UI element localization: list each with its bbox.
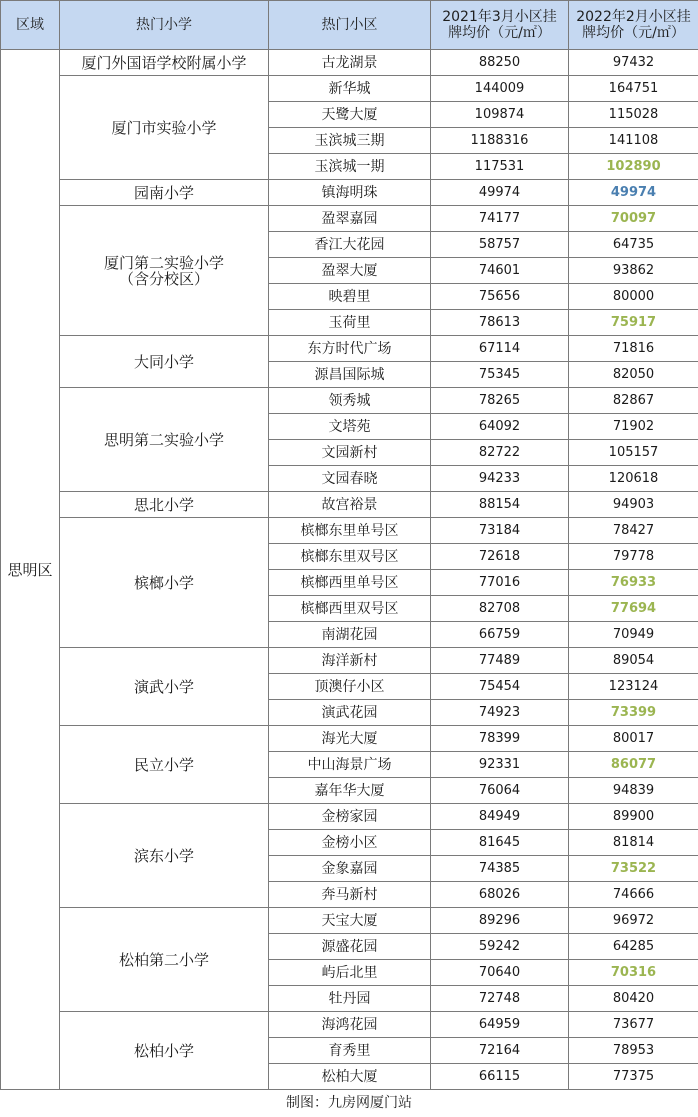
- footer-credit: 制图：九房网厦门站: [0, 1089, 698, 1117]
- community-cell: 新华城: [269, 76, 431, 102]
- district-cell: 思明区: [1, 50, 60, 1090]
- community-cell: 槟榔西里单号区: [269, 570, 431, 596]
- price-2021-cell: 89296: [431, 908, 569, 934]
- price-2022-cell: 73399: [569, 700, 698, 726]
- price-2021-cell: 75656: [431, 284, 569, 310]
- table-row: [1, 518, 698, 544]
- header-district: 区域: [1, 1, 60, 50]
- price-2022-cell: 96972: [569, 908, 698, 934]
- community-cell: 南湖花园: [269, 622, 431, 648]
- community-cell: 海洋新村: [269, 648, 431, 674]
- table-row: [1, 180, 698, 206]
- header-community: 热门小区: [269, 1, 431, 50]
- table-row: [1, 908, 698, 934]
- price-2022-cell: 71902: [569, 414, 698, 440]
- price-2022-cell: 73677: [569, 1012, 698, 1038]
- community-cell: 香江大花园: [269, 232, 431, 258]
- community-cell: 玉荷里: [269, 310, 431, 336]
- table-row: [1, 336, 698, 362]
- price-2021-cell: 74601: [431, 258, 569, 284]
- header-price-2022-line2: 牌均价（元/㎡）: [569, 25, 698, 41]
- community-cell: 镇海明珠: [269, 180, 431, 206]
- price-2022-cell: 64285: [569, 934, 698, 960]
- price-2022-cell: 49974: [569, 180, 698, 206]
- community-cell: 故宫裕景: [269, 492, 431, 518]
- price-2021-cell: 144009: [431, 76, 569, 102]
- price-2022-cell: 80420: [569, 986, 698, 1012]
- community-cell: 文园新村: [269, 440, 431, 466]
- price-2022-cell: 71816: [569, 336, 698, 362]
- price-2022-cell: 94903: [569, 492, 698, 518]
- community-cell: 天宝大厦: [269, 908, 431, 934]
- price-2021-cell: 75345: [431, 362, 569, 388]
- community-cell: 源昌国际城: [269, 362, 431, 388]
- price-2022-cell: 89054: [569, 648, 698, 674]
- school-name: 滨东小学: [60, 848, 268, 864]
- table-row: [1, 50, 698, 76]
- price-2021-cell: 59242: [431, 934, 569, 960]
- price-2021-cell: 75454: [431, 674, 569, 700]
- school-cell: [60, 50, 269, 76]
- price-2022-cell: 74666: [569, 882, 698, 908]
- price-2021-cell: 77489: [431, 648, 569, 674]
- price-2021-cell: 76064: [431, 778, 569, 804]
- school-name: 厦门市实验小学: [60, 120, 268, 136]
- price-2021-cell: 74177: [431, 206, 569, 232]
- community-cell: 古龙湖景: [269, 50, 431, 76]
- school-name: 民立小学: [60, 757, 268, 773]
- price-2021-cell: 92331: [431, 752, 569, 778]
- community-cell: 槟榔东里单号区: [269, 518, 431, 544]
- price-2021-cell: 94233: [431, 466, 569, 492]
- header-price-2021-line2: 牌均价（元/㎡）: [431, 25, 568, 41]
- price-2022-cell: 70949: [569, 622, 698, 648]
- community-cell: 海光大厦: [269, 726, 431, 752]
- price-2021-cell: 68026: [431, 882, 569, 908]
- school-name: 思明第二实验小学: [60, 432, 268, 448]
- price-2022-cell: 164751: [569, 76, 698, 102]
- price-2021-cell: 72164: [431, 1038, 569, 1064]
- price-2022-cell: 89900: [569, 804, 698, 830]
- community-cell: 金榜小区: [269, 830, 431, 856]
- price-2022-cell: 93862: [569, 258, 698, 284]
- community-cell: 槟榔东里双号区: [269, 544, 431, 570]
- community-cell: 盈翠大厦: [269, 258, 431, 284]
- table-row: [1, 648, 698, 674]
- price-2022-cell: 123124: [569, 674, 698, 700]
- community-cell: 金象嘉园: [269, 856, 431, 882]
- price-2021-cell: 74385: [431, 856, 569, 882]
- community-cell: 文园春晓: [269, 466, 431, 492]
- community-cell: 东方时代广场: [269, 336, 431, 362]
- school-name: 槟榔小学: [60, 575, 268, 591]
- price-2021-cell: 58757: [431, 232, 569, 258]
- price-2021-cell: 64092: [431, 414, 569, 440]
- price-2021-cell: 1188316: [431, 128, 569, 154]
- school-name: 厦门外国语学校附属小学: [60, 55, 268, 71]
- header-price-2021: [431, 1, 569, 50]
- price-2022-cell: 141108: [569, 128, 698, 154]
- school-cell: [60, 336, 269, 388]
- price-2021-cell: 49974: [431, 180, 569, 206]
- table-row: [1, 492, 698, 518]
- price-2022-cell: 79778: [569, 544, 698, 570]
- table-body: [1, 50, 698, 1090]
- price-2021-cell: 77016: [431, 570, 569, 596]
- school-cell: [60, 648, 269, 726]
- school-cell: [60, 726, 269, 804]
- price-2021-cell: 84949: [431, 804, 569, 830]
- price-2022-cell: 75917: [569, 310, 698, 336]
- school-name: 思北小学: [60, 497, 268, 513]
- table-header: [1, 1, 698, 50]
- price-2021-cell: 73184: [431, 518, 569, 544]
- school-cell: [60, 518, 269, 648]
- table-row: [1, 726, 698, 752]
- community-cell: 顶澳仔小区: [269, 674, 431, 700]
- price-2021-cell: 109874: [431, 102, 569, 128]
- price-2021-cell: 88154: [431, 492, 569, 518]
- school-name: 园南小学: [60, 185, 268, 201]
- community-cell: 松柏大厦: [269, 1064, 431, 1090]
- school-name: 松柏小学: [60, 1043, 268, 1059]
- school-name: （含分校区）: [60, 271, 268, 287]
- price-2021-cell: 66115: [431, 1064, 569, 1090]
- school-name: 演武小学: [60, 679, 268, 695]
- price-2022-cell: 86077: [569, 752, 698, 778]
- price-2021-cell: 72748: [431, 986, 569, 1012]
- school-cell: [60, 180, 269, 206]
- header-price-2021-line1: 2021年3月小区挂: [431, 9, 568, 25]
- price-2022-cell: 120618: [569, 466, 698, 492]
- school-name: 松柏第二小学: [60, 952, 268, 968]
- table-row: [1, 206, 698, 232]
- price-2022-cell: 82050: [569, 362, 698, 388]
- header-price-2022: [569, 1, 698, 50]
- header-school: 热门小学: [60, 1, 269, 50]
- table-row: [1, 1012, 698, 1038]
- price-2022-cell: 82867: [569, 388, 698, 414]
- price-2022-cell: 94839: [569, 778, 698, 804]
- price-2021-cell: 82722: [431, 440, 569, 466]
- community-cell: 文塔苑: [269, 414, 431, 440]
- price-2022-cell: 105157: [569, 440, 698, 466]
- price-2021-cell: 88250: [431, 50, 569, 76]
- community-cell: 领秀城: [269, 388, 431, 414]
- community-cell: 育秀里: [269, 1038, 431, 1064]
- school-name: 厦门第二实验小学: [60, 255, 268, 271]
- community-cell: 玉滨城三期: [269, 128, 431, 154]
- price-2022-cell: 64735: [569, 232, 698, 258]
- header-price-2022-line1: 2022年2月小区挂: [569, 9, 698, 25]
- header-row: [1, 1, 698, 50]
- price-2021-cell: 66759: [431, 622, 569, 648]
- price-2022-cell: 81814: [569, 830, 698, 856]
- price-2022-cell: 78427: [569, 518, 698, 544]
- price-2022-cell: 77694: [569, 596, 698, 622]
- school-cell: [60, 492, 269, 518]
- price-2021-cell: 78265: [431, 388, 569, 414]
- community-cell: 牡丹园: [269, 986, 431, 1012]
- price-2021-cell: 74923: [431, 700, 569, 726]
- price-2021-cell: 70640: [431, 960, 569, 986]
- community-cell: 槟榔西里双号区: [269, 596, 431, 622]
- table-row: [1, 388, 698, 414]
- community-cell: 盈翠嘉园: [269, 206, 431, 232]
- price-2021-cell: 117531: [431, 154, 569, 180]
- price-2021-cell: 82708: [431, 596, 569, 622]
- community-cell: 屿后北里: [269, 960, 431, 986]
- table-row: [1, 804, 698, 830]
- price-2022-cell: 80000: [569, 284, 698, 310]
- community-cell: 海鸿花园: [269, 1012, 431, 1038]
- price-2022-cell: 73522: [569, 856, 698, 882]
- community-cell: 天鹭大厦: [269, 102, 431, 128]
- school-cell: [60, 206, 269, 336]
- school-cell: [60, 804, 269, 908]
- school-cell: [60, 388, 269, 492]
- price-2022-cell: 80017: [569, 726, 698, 752]
- price-2021-cell: 64959: [431, 1012, 569, 1038]
- school-cell: [60, 76, 269, 180]
- price-2022-cell: 70097: [569, 206, 698, 232]
- community-cell: 嘉年华大厦: [269, 778, 431, 804]
- price-2022-cell: 97432: [569, 50, 698, 76]
- community-cell: 源盛花园: [269, 934, 431, 960]
- price-2021-cell: 78613: [431, 310, 569, 336]
- community-cell: 映碧里: [269, 284, 431, 310]
- school-name: 大同小学: [60, 354, 268, 370]
- price-2021-cell: 72618: [431, 544, 569, 570]
- community-cell: 金榜家园: [269, 804, 431, 830]
- community-cell: 玉滨城一期: [269, 154, 431, 180]
- price-2022-cell: 102890: [569, 154, 698, 180]
- community-cell: 演武花园: [269, 700, 431, 726]
- community-cell: 中山海景广场: [269, 752, 431, 778]
- table-row: [1, 76, 698, 102]
- price-2022-cell: 70316: [569, 960, 698, 986]
- school-cell: [60, 1012, 269, 1090]
- price-2021-cell: 78399: [431, 726, 569, 752]
- price-2022-cell: 77375: [569, 1064, 698, 1090]
- price-2022-cell: 115028: [569, 102, 698, 128]
- price-2022-cell: 78953: [569, 1038, 698, 1064]
- community-cell: 奔马新村: [269, 882, 431, 908]
- price-2021-cell: 81645: [431, 830, 569, 856]
- school-cell: [60, 908, 269, 1012]
- price-2022-cell: 76933: [569, 570, 698, 596]
- price-2021-cell: 67114: [431, 336, 569, 362]
